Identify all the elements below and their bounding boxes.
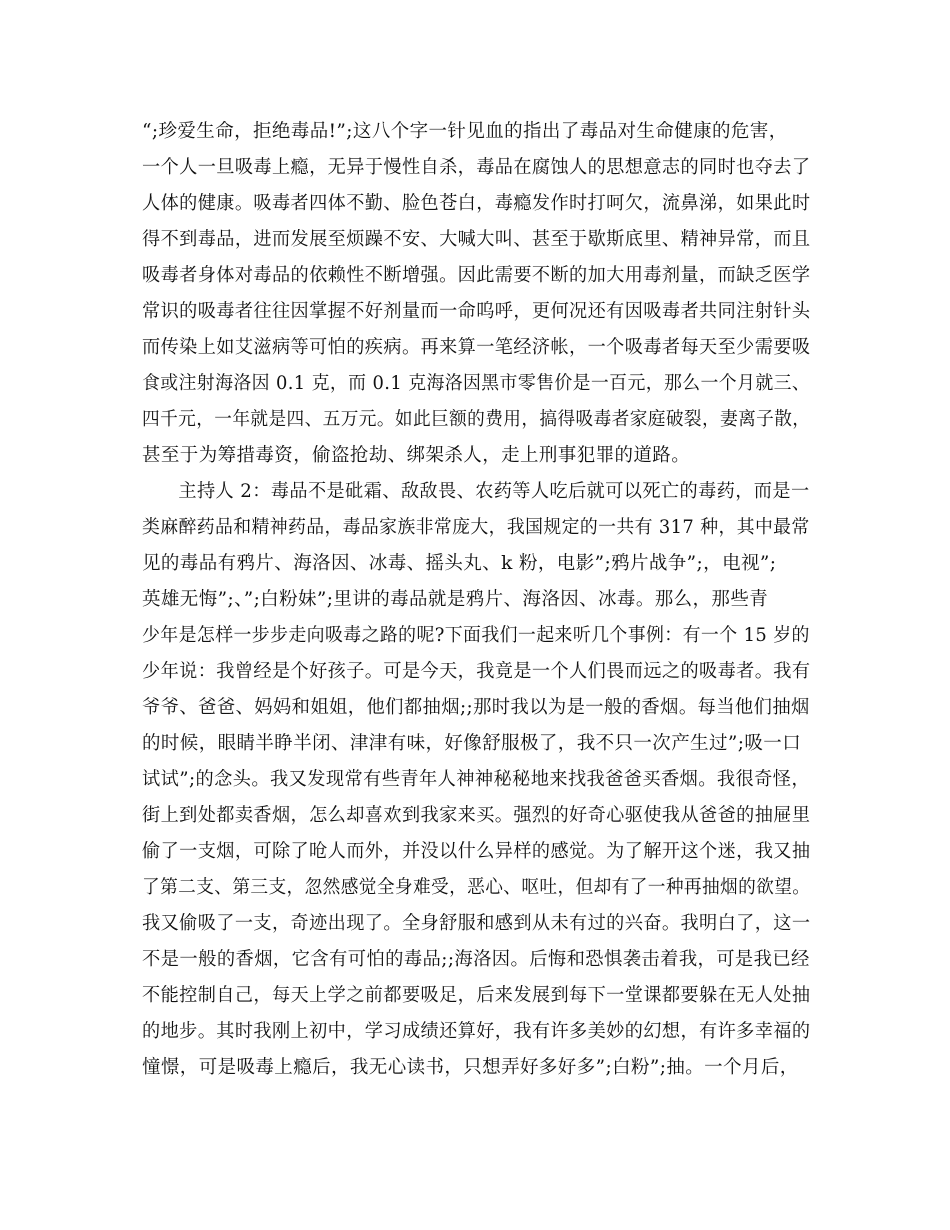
text-line: 的地步。其时我刚上初中，学习成绩还算好，我有许多美妙的幻想，有许多幸福的 — [142, 1021, 811, 1042]
text-line: 常识的吸毒者往往因掌握不好剂量而一命呜呼，更何况还有因吸毒者共同注射针头 — [142, 301, 811, 322]
text-line: 憧憬，可是吸毒上瘾后，我无心读书，只想弄好多好多”;白粉”;抽。一个月后， — [142, 1057, 799, 1078]
text-line: 食或注射海洛因 0.1 克，而 0.1 克海洛因黑市零售价是一百元，那么一个月就三、 — [142, 373, 811, 394]
text-line: 不能控制自己，每天上学之前都要吸足，后来发展到每下一堂课都要躲在无人处抽 — [142, 985, 811, 1006]
text-line: 不是一般的香烟，它含有可怕的毒品;;海洛因。后悔和恐惧袭击着我，可是我已经 — [142, 949, 810, 970]
text-line: “;珍爱生命，拒绝毒品!”;这八个字一针见血的指出了毒品对生命健康的危害， — [142, 121, 788, 142]
text-line: 四千元，一年就是四、五万元。如此巨额的费用，搞得吸毒者家庭破裂，妻离子散， — [142, 409, 811, 430]
text-line: 类麻醉药品和精神药品，毒品家族非常庞大，我国规定的一共有 317 种，其中最常 — [142, 517, 810, 538]
text-line: 得不到毒品，进而发展至烦躁不安、大喊大叫、甚至于歇斯底里、精神异常，而且 — [142, 229, 811, 250]
text-line: 少年说：我曾经是个好孩子。可是今天，我竟是一个人们畏而远之的吸毒者。我有 — [142, 661, 811, 682]
text-line: 一个人一旦吸毒上瘾，无异于慢性自杀，毒品在腐蚀人的思想意志的同时也夺去了 — [142, 157, 811, 178]
text-line: 甚至于为筹措毒资，偷盗抢劫、绑架杀人，走上刑事犯罪的道路。 — [142, 445, 691, 466]
text-line: 而传染上如艾滋病等可怕的疾病。再来算一笔经济帐，一个吸毒者每天至少需要吸 — [142, 337, 811, 358]
text-line: 了第二支、第三支，忽然感觉全身难受，恶心、呕吐，但却有了一种再抽烟的欲望。 — [142, 877, 811, 898]
text-line: 我又偷吸了一支，奇迹出现了。全身舒服和感到从未有过的兴奋。我明白了，这一 — [142, 913, 811, 934]
text-line: 少年是怎样一步步走向吸毒之路的呢?下面我们一起来听几个事例：有一个 15 岁的 — [142, 625, 810, 646]
text-line: 爷爷、爸爸、妈妈和姐姐，他们都抽烟;;那时我以为是一般的香烟。每当他们抽烟 — [142, 697, 810, 718]
text-line: 吸毒者身体对毒品的依赖性不断增强。因此需要不断的加大用毒剂量，而缺乏医学 — [142, 265, 811, 286]
text-line: 的时候，眼睛半睁半闭、津津有味，好像舒服极了，我不只一次产生过”;吸一口 — [142, 733, 802, 754]
text-line: 见的毒品有鸦片、海洛因、冰毒、摇头丸、k 粉，电影”;鸦片战争”;，电视”; — [142, 553, 777, 574]
text-line: 英雄无悔”;、”;白粉妹”;里讲的毒品就是鸦片、海洛因、冰毒。那么，那些青 — [142, 589, 769, 610]
text-line: 偷了一支烟，可除了呛人而外，并没以什么异样的感觉。为了解开这个迷，我又抽 — [142, 841, 811, 862]
text-line: 街上到处都卖香烟，怎么却喜欢到我家来买。强烈的好奇心驱使我从爸爸的抽屉里 — [142, 805, 811, 826]
paragraph-start-line: 主持人 2：毒品不是砒霜、敌敌畏、农药等人吃后就可以死亡的毒药，而是一 — [178, 481, 810, 502]
text-line: 人体的健康。吸毒者四体不勤、脸色苍白，毒瘾发作时打呵欠，流鼻涕，如果此时 — [142, 193, 811, 214]
text-line: 试试”;的念头。我又发现常有些青年人神神秘秘地来找我爸爸买香烟。我很奇怪， — [142, 769, 811, 790]
